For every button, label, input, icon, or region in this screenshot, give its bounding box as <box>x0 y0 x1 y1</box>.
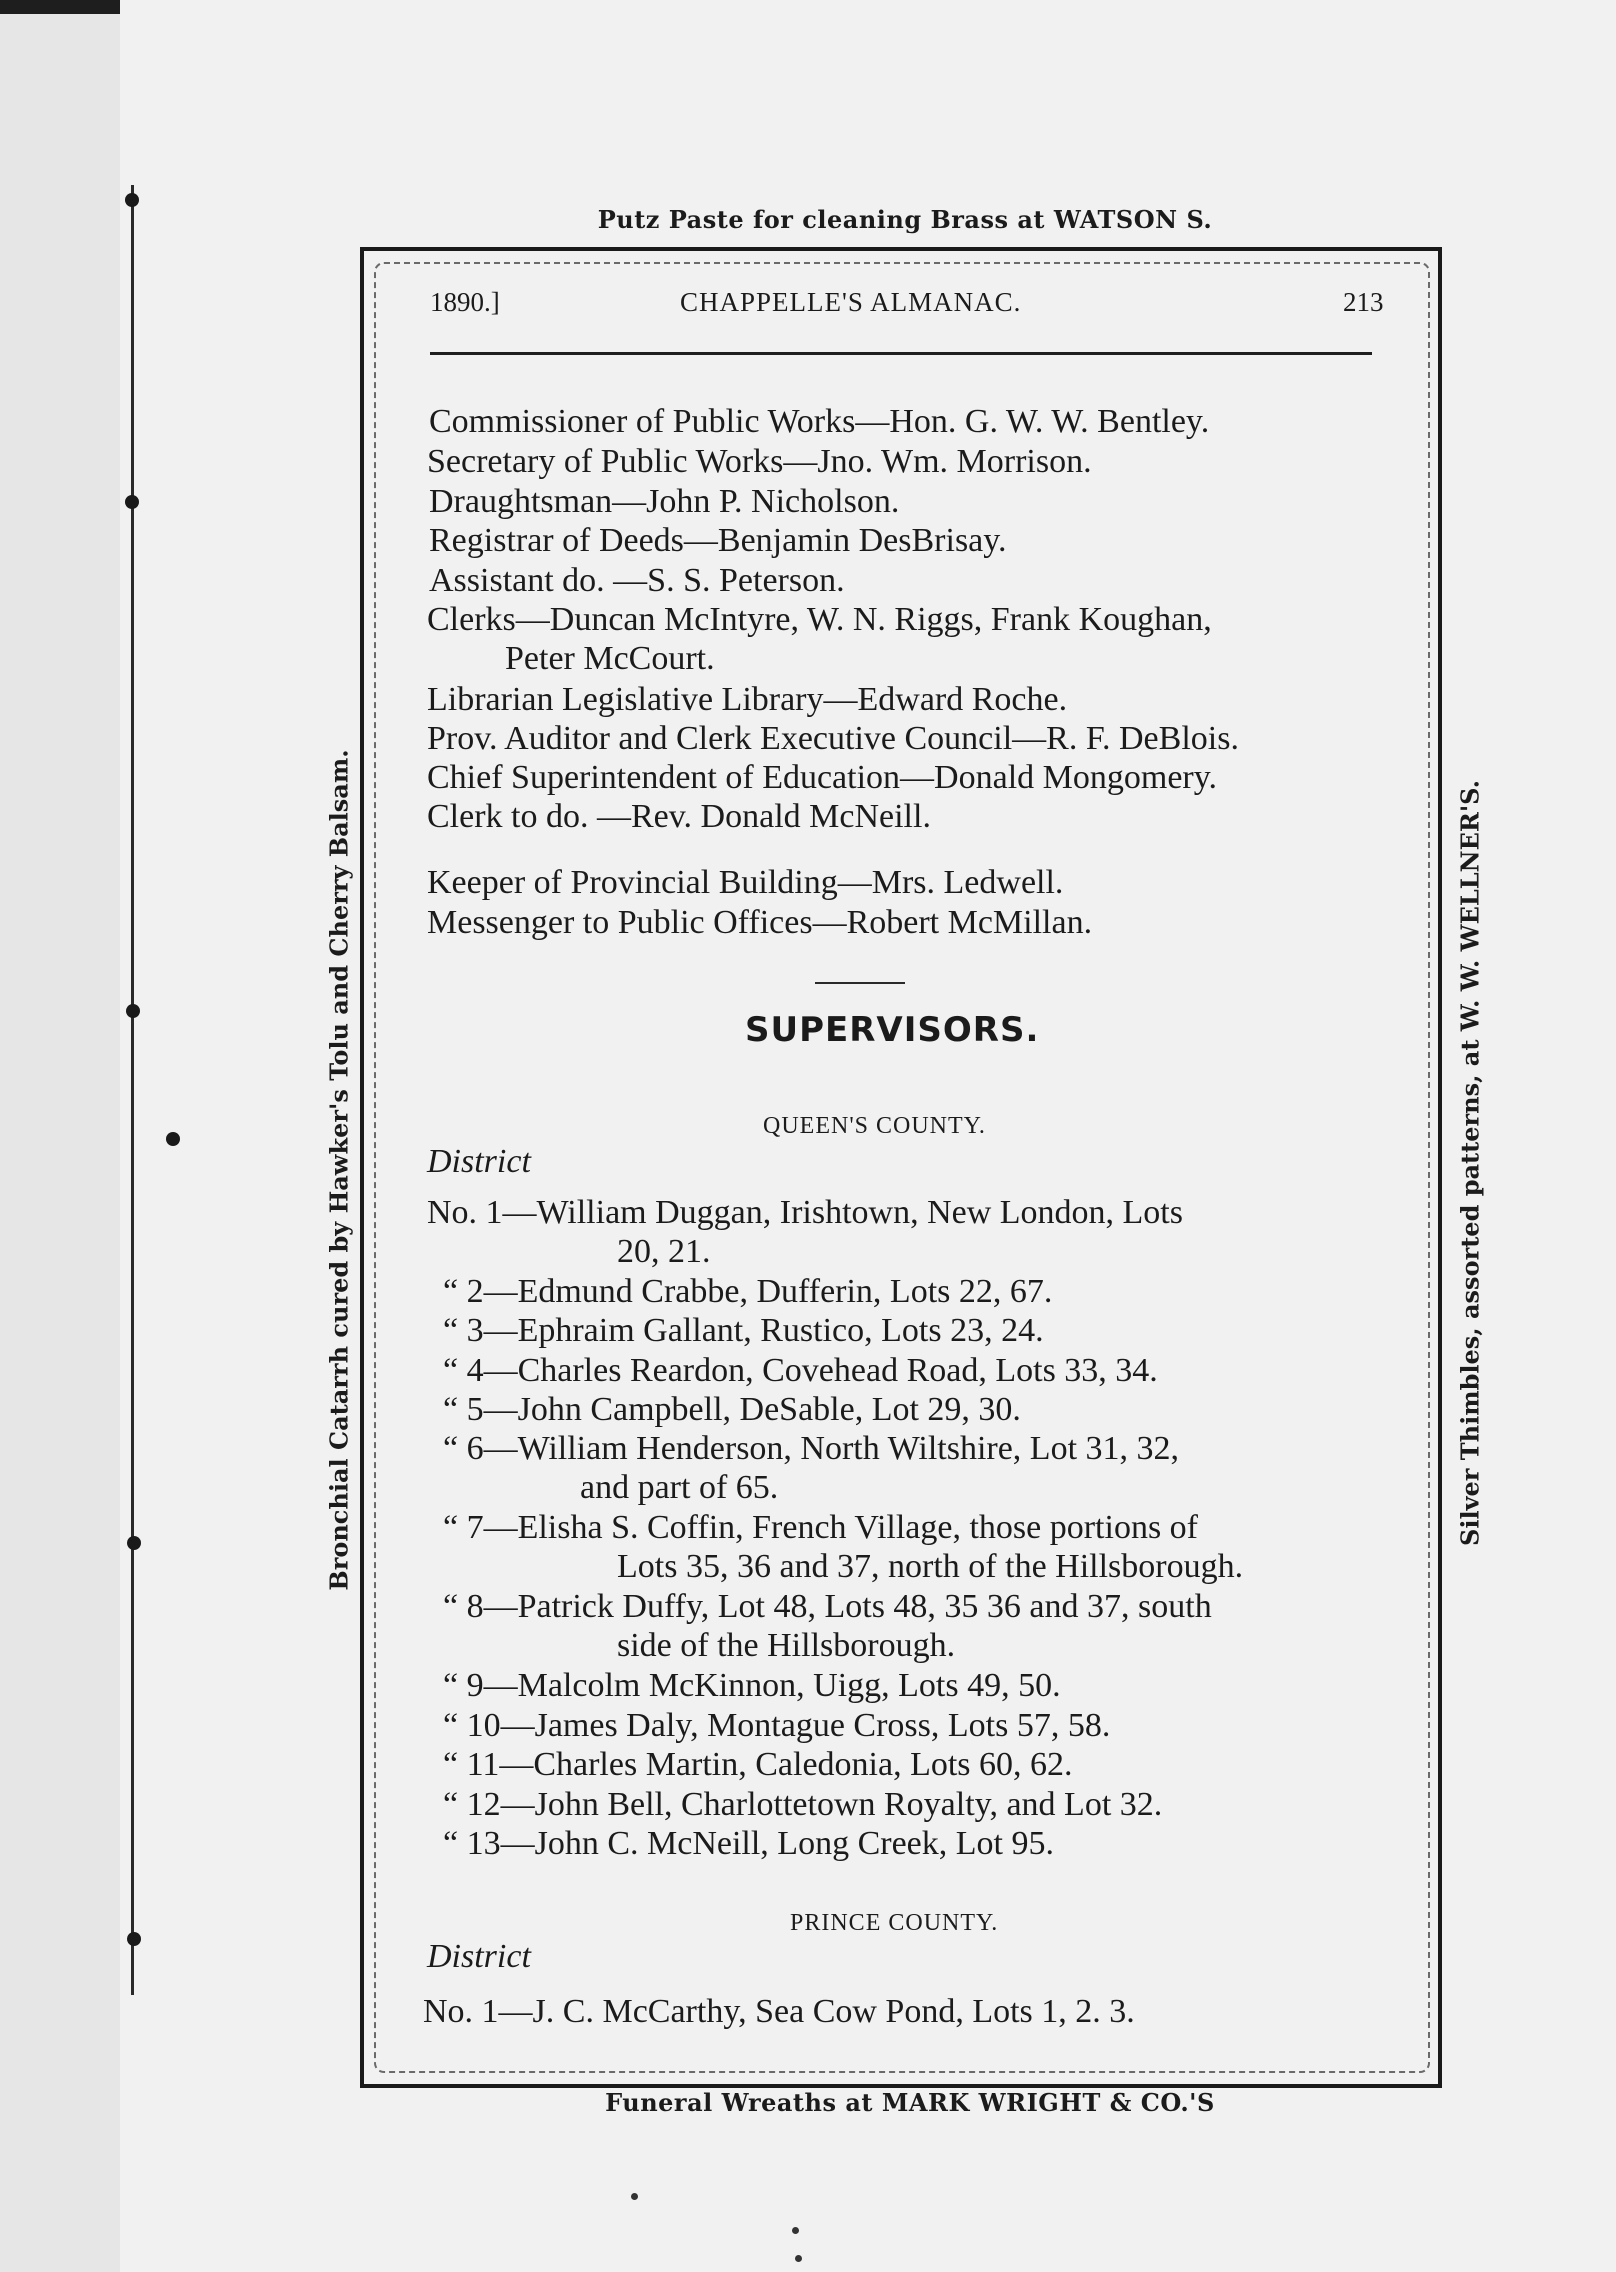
supervisor-entry: 20, 21. <box>617 1233 711 1270</box>
facing-page-edge <box>0 14 120 2272</box>
ink-speck <box>795 2255 802 2262</box>
right-side-advertisement: Silver Thimbles, assorted patterns, at W. W. WELLNER'S. <box>1455 780 1485 1546</box>
supervisor-entry: “ 7—Elisha S. Coffin, French Village, those portions of <box>443 1509 1199 1546</box>
supervisor-entry: “ 11—Charles Martin, Caledonia, Lots 60, 62. <box>443 1746 1073 1783</box>
binding-knot <box>125 495 139 509</box>
bottom-advertisement: Funeral Wreaths at MARK WRIGHT & CO.'S <box>605 2088 1215 2117</box>
official-line: Peter McCourt. <box>505 640 715 677</box>
section-divider <box>815 982 905 984</box>
supervisor-entry: “ 3—Ephraim Gallant, Rustico, Lots 23, 24. <box>443 1312 1044 1349</box>
supervisor-entry: “ 13—John C. McNeill, Long Creek, Lot 95. <box>443 1825 1054 1862</box>
supervisor-entry: “ 12—John Bell, Charlottetown Royalty, and Lot 32. <box>443 1786 1163 1823</box>
official-line: Clerk to do. —Rev. Donald McNeill. <box>427 798 931 835</box>
binding-knot <box>127 1932 141 1946</box>
official-line: Registrar of Deeds—Benjamin DesBrisay. <box>429 522 1007 559</box>
supervisor-entry: No. 1—J. C. McCarthy, Sea Cow Pond, Lots 1, 2. 3. <box>423 1993 1135 2030</box>
top-advertisement: Putz Paste for cleaning Brass at WATSON S. <box>597 205 1213 234</box>
official-line: Assistant do. —S. S. Peterson. <box>429 562 845 599</box>
binding-thread <box>131 185 134 1995</box>
binding-knot <box>125 193 139 207</box>
header-rule <box>430 352 1372 355</box>
ink-speck <box>792 2227 799 2234</box>
supervisor-entry: “ 5—John Campbell, DeSable, Lot 29, 30. <box>443 1391 1021 1428</box>
official-line: Clerks—Duncan McIntyre, W. N. Riggs, Frank Koughan, <box>427 601 1212 638</box>
prince-county-heading: PRINCE COUNTY. <box>790 1910 999 1936</box>
supervisor-entry: side of the Hillsborough. <box>617 1627 956 1664</box>
supervisor-entry: “ 4—Charles Reardon, Covehead Road, Lots 33, 34. <box>443 1352 1158 1389</box>
district-label: District <box>427 1143 531 1180</box>
header-title: CHAPPELLE'S ALMANAC. <box>680 287 1022 317</box>
official-line: Secretary of Public Works—Jno. Wm. Morrison. <box>427 443 1092 480</box>
binding-knot <box>127 1536 141 1550</box>
official-line: Keeper of Provincial Building—Mrs. Ledwell. <box>427 864 1064 901</box>
official-line: Commissioner of Public Works—Hon. G. W. W. Bentley. <box>429 403 1210 440</box>
official-line: Messenger to Public Offices—Robert McMillan. <box>427 904 1093 941</box>
left-side-advertisement: Bronchial Catarrh cured by Hawker's Tolu and Cherry Balsam. <box>324 749 354 1591</box>
supervisor-entry: “ 6—William Henderson, North Wiltshire, Lot 31, 32, <box>443 1430 1180 1467</box>
supervisor-entry: “ 10—James Daly, Montague Cross, Lots 57, 58. <box>443 1707 1111 1744</box>
binding-knot <box>126 1004 140 1018</box>
binding-knot <box>166 1132 180 1146</box>
official-line: Chief Superintendent of Education—Donald Mongomery. <box>427 759 1218 796</box>
supervisor-entry: Lots 35, 36 and 37, north of the Hillsborough. <box>617 1548 1244 1585</box>
ink-speck <box>631 2193 638 2200</box>
district-label: District <box>427 1938 531 1975</box>
official-line: Librarian Legislative Library—Edward Roche. <box>427 681 1068 718</box>
official-line: Draughtsman—John P. Nicholson. <box>429 483 900 520</box>
supervisor-entry: No. 1—William Duggan, Irishtown, New London, Lots <box>427 1194 1183 1231</box>
supervisor-entry: “ 8—Patrick Duffy, Lot 48, Lots 48, 35 36 and 37, south <box>443 1588 1212 1625</box>
queens-county-heading: QUEEN'S COUNTY. <box>763 1113 986 1139</box>
supervisors-heading: SUPERVISORS. <box>745 1010 1040 1050</box>
official-line: Prov. Auditor and Clerk Executive Council—R. F. DeBlois. <box>427 720 1239 757</box>
header-year: 1890.] <box>430 287 500 317</box>
supervisor-entry: “ 2—Edmund Crabbe, Dufferin, Lots 22, 67. <box>443 1273 1053 1310</box>
supervisor-entry: and part of 65. <box>580 1469 779 1506</box>
supervisor-entry: “ 9—Malcolm McKinnon, Uigg, Lots 49, 50. <box>443 1667 1061 1704</box>
page-number: 213 <box>1343 287 1384 317</box>
